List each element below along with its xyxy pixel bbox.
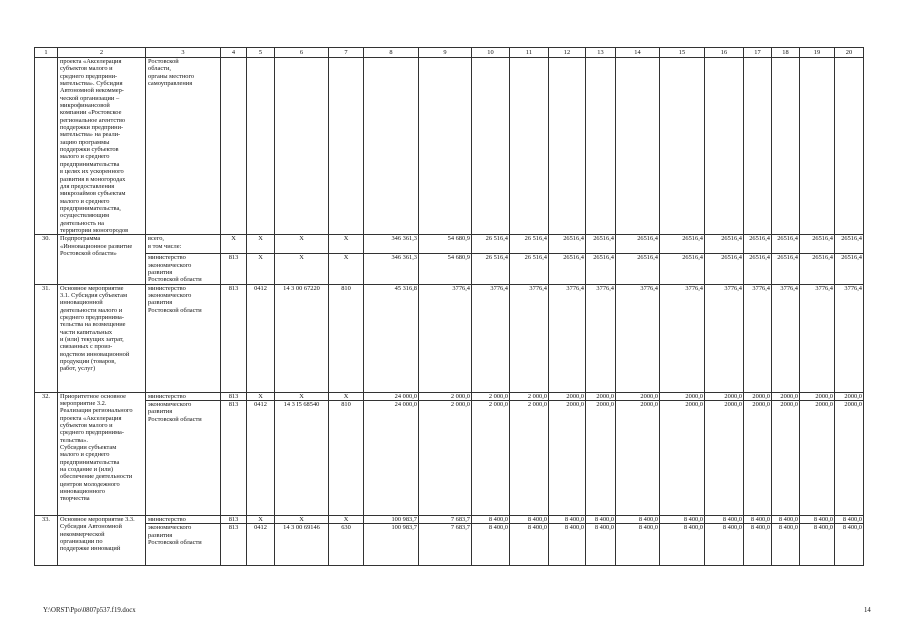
total-amount-cell: 24 000,0	[364, 392, 419, 400]
year-amount-cell: 2000,0	[772, 400, 800, 515]
empty-cell	[549, 58, 586, 235]
year-amount-cell: 26 516,4	[510, 235, 549, 254]
year-amount-cell: 8 400,0	[586, 524, 616, 566]
year-amount-cell: 3776,4	[744, 284, 772, 392]
year-amount-cell: 3776,4	[616, 284, 660, 392]
grbs-code-cell: 813	[221, 254, 247, 284]
column-number-header: 4	[221, 48, 247, 58]
year-amount-cell: 26516,4	[800, 254, 835, 284]
column-number-header: 7	[329, 48, 364, 58]
section-code-cell: X	[247, 392, 275, 400]
year-amount-cell: 8 400,0	[835, 524, 864, 566]
empty-cell	[586, 58, 616, 235]
year-amount-cell: 8 400,0	[472, 515, 510, 523]
year-amount-cell: 3776,4	[800, 284, 835, 392]
empty-cell	[705, 58, 744, 235]
total-amount-cell: 100 983,7	[364, 515, 419, 523]
column-number-header: 2	[58, 48, 146, 58]
row-number-cell: 33.	[35, 515, 58, 565]
event-name-cell: проекта «Акселерация субъектов малого и среднего предприни- мательства». Субсидия Автономной некоммер- ческой организации – микрофинансовой компании «Ростовское региональное агентство поддержки предприни- мательства» на реали- зацию программы поддержки субъектов малого и среднего предпринимательства в целях их ускоренного развития в моногородах для предоставления микрозаймов субъектам малого и среднего предпринимательства, осуществляющим деятельность на территории моногородов	[58, 58, 146, 235]
empty-cell	[616, 58, 660, 235]
year-amount-cell: 26516,4	[660, 235, 705, 254]
year-amount-cell: 2000,0	[800, 392, 835, 400]
year-amount-cell: 2000,0	[744, 400, 772, 515]
year-amount-cell: 2 000,0	[472, 392, 510, 400]
column-number-header: 15	[660, 48, 705, 58]
section-code-cell: X	[247, 254, 275, 284]
year-amount-cell: 8 400,0	[586, 515, 616, 523]
year-amount-cell: 3776,4	[472, 284, 510, 392]
grbs-code-cell: 813	[221, 515, 247, 523]
expense-type-cell: X	[329, 254, 364, 284]
year-amount-cell: 26 516,4	[472, 235, 510, 254]
empty-cell	[744, 58, 772, 235]
section-code-cell: X	[247, 235, 275, 254]
year-amount-cell: 8 400,0	[616, 524, 660, 566]
grbs-code-cell: X	[221, 235, 247, 254]
total-amount-cell: 45 316,8	[364, 284, 419, 392]
empty-cell	[472, 58, 510, 235]
year-amount-cell: 8 400,0	[660, 515, 705, 523]
column-number-header: 18	[772, 48, 800, 58]
grbs-code-cell: 813	[221, 400, 247, 515]
year-amount-cell: 26516,4	[705, 235, 744, 254]
row-number-cell	[35, 58, 58, 235]
column-number-header: 5	[247, 48, 275, 58]
year-amount-cell: 8 400,0	[835, 515, 864, 523]
year-amount-cell: 8 400,0	[472, 524, 510, 566]
column-number-header: 13	[586, 48, 616, 58]
year-amount-cell: 2 000,0	[510, 392, 549, 400]
empty-cell	[419, 58, 472, 235]
year-amount-cell: 8 400,0	[549, 524, 586, 566]
row-number-cell: 30.	[35, 235, 58, 284]
column-number-header: 9	[419, 48, 472, 58]
event-name-cell: Основное мероприятие 3.3. Субсидия Автономной некоммерческой организации по поддержке инноваций	[58, 515, 146, 565]
table-row	[35, 400, 864, 515]
column-number-header: 17	[744, 48, 772, 58]
year-amount-cell: 8 400,0	[705, 515, 744, 523]
year-amount-cell: 3776,4	[835, 284, 864, 392]
expense-type-cell: 810	[329, 400, 364, 515]
year-amount-cell: 2000,0	[744, 392, 772, 400]
page-number: 14	[864, 607, 871, 614]
year-amount-cell: 26516,4	[744, 235, 772, 254]
year-amount-cell: 2000,0	[616, 392, 660, 400]
column-number-header: 3	[146, 48, 221, 58]
year-amount-cell: 26516,4	[800, 235, 835, 254]
target-article-cell: X	[275, 235, 329, 254]
section-code-cell: 0412	[247, 524, 275, 566]
event-name-cell: Основное мероприятие 3.1. Субсидия субъектам инновационной деятельности малого и среднего предпринима- тельства на возмещение части капитальных и (или) текущих затрат, связанных с произ- водством инновационной продукции (товаров, работ, услуг)	[58, 284, 146, 392]
column-number-header: 20	[835, 48, 864, 58]
total-amount-cell: 346 361,3	[364, 235, 419, 254]
empty-cell	[364, 58, 419, 235]
empty-cell	[510, 58, 549, 235]
empty-cell	[660, 58, 705, 235]
total-amount-cell: 100 983,7	[364, 524, 419, 566]
section-code-cell: X	[247, 515, 275, 523]
grbs-code-cell: 813	[221, 284, 247, 392]
year-amount-cell: 26516,4	[772, 235, 800, 254]
year-amount-cell: 2000,0	[616, 400, 660, 515]
target-article-cell: X	[275, 392, 329, 400]
year-amount-cell: 2000,0	[835, 392, 864, 400]
year-amount-cell: 26516,4	[705, 254, 744, 284]
empty-cell	[329, 58, 364, 235]
column-number-header: 6	[275, 48, 329, 58]
executor-cell: экономического развития Ростовской области	[146, 524, 221, 566]
year-amount-cell: 8 400,0	[800, 515, 835, 523]
year-amount-cell: 8 400,0	[772, 524, 800, 566]
year-amount-cell: 8 400,0	[510, 515, 549, 523]
target-article-cell: 14 3 I5 68540	[275, 400, 329, 515]
year-amount-cell: 3776,4	[660, 284, 705, 392]
expense-type-cell: X	[329, 235, 364, 254]
table-row	[35, 392, 864, 400]
table-row	[35, 58, 864, 235]
empty-cell	[247, 58, 275, 235]
year-amount-cell: 2000,0	[835, 400, 864, 515]
column-number-header: 14	[616, 48, 660, 58]
year-amount-cell: 2000,0	[660, 400, 705, 515]
table-row	[35, 235, 864, 254]
expense-type-cell: 630	[329, 524, 364, 566]
column-number-header: 11	[510, 48, 549, 58]
year-amount-cell: 26516,4	[835, 254, 864, 284]
target-article-cell: 14 3 00 69146	[275, 524, 329, 566]
executor-cell: министерство	[146, 392, 221, 400]
header-row	[35, 48, 864, 58]
year-amount-cell: 8 400,0	[744, 524, 772, 566]
executor-cell: Ростовской области, органы местного самоуправления	[146, 58, 221, 235]
target-article-cell: 14 3 00 67220	[275, 284, 329, 392]
table-row	[35, 524, 864, 566]
column-number-header: 10	[472, 48, 510, 58]
column-number-header: 1	[35, 48, 58, 58]
target-article-cell: X	[275, 515, 329, 523]
executor-cell: министерство экономического развития Ростовской области	[146, 284, 221, 392]
event-name-cell: Приоритетное основное мероприятие 3.2. Реализация регионального проекта «Акселерация субъектов малого и среднего предпринима- тельства». Субсидии субъектам малого и среднего предпринимательства на создание и (или) обеспечение деятельности центров молодежного инновационного творчества	[58, 392, 146, 515]
empty-cell	[835, 58, 864, 235]
footer-file-path: Y:\ORST\Ppo\0807p537.f19.docx	[43, 607, 136, 614]
section-code-cell: 0412	[247, 400, 275, 515]
year-amount-cell: 7 683,7	[419, 515, 472, 523]
empty-cell	[275, 58, 329, 235]
year-amount-cell: 26516,4	[549, 235, 586, 254]
executor-cell: министерство экономического развития Ростовской области	[146, 254, 221, 284]
year-amount-cell: 8 400,0	[772, 515, 800, 523]
table-body	[35, 48, 864, 566]
year-amount-cell: 26 516,4	[510, 254, 549, 284]
table-row	[35, 254, 864, 284]
year-amount-cell: 2000,0	[549, 392, 586, 400]
section-code-cell: 0412	[247, 284, 275, 392]
executor-cell: министерство	[146, 515, 221, 523]
year-amount-cell: 8 400,0	[744, 515, 772, 523]
year-amount-cell: 2 000,0	[419, 400, 472, 515]
year-amount-cell: 8 400,0	[549, 515, 586, 523]
total-amount-cell: 346 361,3	[364, 254, 419, 284]
grbs-code-cell: 813	[221, 524, 247, 566]
column-number-header: 16	[705, 48, 744, 58]
year-amount-cell: 26516,4	[549, 254, 586, 284]
table-row	[35, 515, 864, 523]
executor-cell: всего, в том числе:	[146, 235, 221, 254]
year-amount-cell: 3776,4	[549, 284, 586, 392]
year-amount-cell: 3776,4	[772, 284, 800, 392]
empty-cell	[772, 58, 800, 235]
year-amount-cell: 2000,0	[800, 400, 835, 515]
row-number-cell: 31.	[35, 284, 58, 392]
grbs-code-cell: 813	[221, 392, 247, 400]
column-number-header: 19	[800, 48, 835, 58]
year-amount-cell: 2000,0	[705, 400, 744, 515]
expense-type-cell: 810	[329, 284, 364, 392]
year-amount-cell: 2 000,0	[472, 400, 510, 515]
year-amount-cell: 2000,0	[549, 400, 586, 515]
year-amount-cell: 54 680,9	[419, 235, 472, 254]
year-amount-cell: 2000,0	[772, 392, 800, 400]
year-amount-cell: 26516,4	[586, 254, 616, 284]
year-amount-cell: 26516,4	[616, 235, 660, 254]
year-amount-cell: 8 400,0	[660, 524, 705, 566]
year-amount-cell: 8 400,0	[705, 524, 744, 566]
year-amount-cell: 26516,4	[835, 235, 864, 254]
year-amount-cell: 54 680,9	[419, 254, 472, 284]
column-number-header: 8	[364, 48, 419, 58]
year-amount-cell: 7 683,7	[419, 524, 472, 566]
year-amount-cell: 26 516,4	[472, 254, 510, 284]
year-amount-cell: 2000,0	[586, 392, 616, 400]
empty-cell	[221, 58, 247, 235]
year-amount-cell: 26516,4	[772, 254, 800, 284]
year-amount-cell: 3776,4	[510, 284, 549, 392]
total-amount-cell: 24 000,0	[364, 400, 419, 515]
year-amount-cell: 26516,4	[616, 254, 660, 284]
year-amount-cell: 3776,4	[586, 284, 616, 392]
year-amount-cell: 26516,4	[744, 254, 772, 284]
year-amount-cell: 2000,0	[705, 392, 744, 400]
year-amount-cell: 26516,4	[660, 254, 705, 284]
year-amount-cell: 3776,4	[705, 284, 744, 392]
target-article-cell: X	[275, 254, 329, 284]
event-name-cell: Подпрограмма «Инновационное развитие Ростовской области»	[58, 235, 146, 284]
year-amount-cell: 2000,0	[586, 400, 616, 515]
row-number-cell: 32.	[35, 392, 58, 515]
year-amount-cell: 2 000,0	[510, 400, 549, 515]
year-amount-cell: 26516,4	[586, 235, 616, 254]
year-amount-cell: 3776,4	[419, 284, 472, 392]
column-number-header: 12	[549, 48, 586, 58]
year-amount-cell: 8 400,0	[510, 524, 549, 566]
year-amount-cell: 8 400,0	[800, 524, 835, 566]
expense-type-cell: X	[329, 392, 364, 400]
expense-type-cell: X	[329, 515, 364, 523]
executor-cell: экономического развития Ростовской области	[146, 400, 221, 515]
year-amount-cell: 2000,0	[660, 392, 705, 400]
empty-cell	[800, 58, 835, 235]
table-row	[35, 284, 864, 392]
budget-table	[34, 47, 864, 566]
year-amount-cell: 8 400,0	[616, 515, 660, 523]
year-amount-cell: 2 000,0	[419, 392, 472, 400]
